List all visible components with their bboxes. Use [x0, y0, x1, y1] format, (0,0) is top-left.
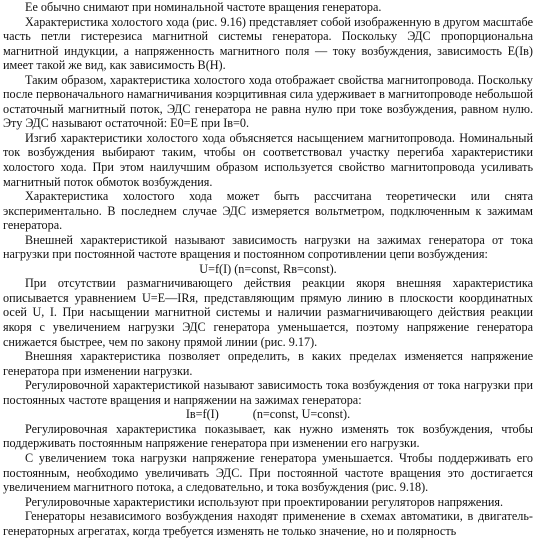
- paragraph-9: Регулировочной характеристикой называют зависимость тока возбуждения от тока нагрузки при постоянных частоте вращения и напряжении на зажимах генератора:: [3, 378, 533, 407]
- paragraph-8: Внешняя характеристика позволяет определить, в каких пределах изменяется напряжение генератора при изменении нагрузки.: [3, 349, 533, 378]
- paragraph-2: Характеристика холостого хода (рис. 9.16) представляет собой изображенную в другом масштабе часть петли гистерезиса магнитной системы генератора. Поскольку ЭДС пропорциональна магнитной индукции, а напряженность магнитного поля — току возбуждения, зависимость E(Iв) имеет такой же вид, как зависимость B(H).: [3, 14, 533, 73]
- paragraph-1: Ее обычно снимают при номинальной частоте вращения генератора.: [25, 0, 382, 14]
- paragraph-3: Таким образом, характеристика холостого хода отображает свойства магнитопровода. Поскольку после первоначального намагничивания коэрцитивная сила удерживает в магнитопроводе небольшой остаточный магнитный поток, ЭДС генератора не равна нулю при токе возбуждения, равном нулю. Эту ЭДС называют остаточной: E0=E при Iв=0.: [3, 72, 533, 131]
- paragraph-13: Генераторы независимого возбуждения находят применение в схемах автоматики, в двигатель-генераторных агрегатах, когда требуется изменять не только значение, но и полярность: [3, 509, 533, 538]
- formula-regulating-right: (n=const, U=const).: [252, 407, 351, 422]
- paragraph-5: Характеристика холостого хода может быть рассчитана теоретически или снята экспериментально. В последнем случае ЭДС измеряется вольтметром, подключенным к зажимам генератора.: [3, 189, 533, 233]
- paragraph-7: При отсутствии размагничивающего действия реакции якоря внешняя характеристика описывается уравнением U=E—IRя, представляющим прямую линию в плоскости координатных осей U, I. При насыщении магнитной системы и наличии размагничивающего действия реакции якоря с увеличением нагрузки ЭДС генератора уменьшается, поэтому напряжение генератора снижается быстрее, чем по закону прямой линии (рис. 9.17).: [3, 276, 533, 349]
- paragraph-12: Регулировочные характеристики используют при проектировании регуляторов напряжения.: [25, 494, 504, 509]
- paragraph-4: Изгиб характеристики холостого хода объясняется насыщением магнитопровода. Номинальный ток возбуждения выбирают таким, чтобы он соответствовал участку перегиба характеристики холостого хода. При этом наилучшим образом используется свойство магнитопровода усиливать магнитный поток обмоток возбуждения.: [3, 130, 533, 189]
- paragraph-6: Внешней характеристикой называют зависимость нагрузки на зажимах генератора от тока нагрузки при постоянной частоте вращения и постоянном сопротивлении цепи возбуждения:: [3, 232, 533, 262]
- formula-regulating-left: Iв=f(I): [185, 407, 219, 422]
- paragraph-11: С увеличением тока нагрузки напряжение генератора уменьшается. Чтобы поддерживать его постоянным, необходимо увеличивать ЭДС. При постоянной частоте вращения это достигается увеличением магнитного потока, а следовательно, и тока возбуждения (рис. 9.18).: [3, 450, 533, 495]
- formula-external-characteristic: U=f(I) (n=const, Rв=const).: [199, 261, 337, 276]
- formula-regulating-characteristic: [3, 407, 533, 422]
- paragraph-10: Регулировочная характеристика показывает, как нужно изменять ток возбуждения, чтобы поддерживать постоянным напряжение генератора при изменении его нагрузки.: [3, 421, 533, 451]
